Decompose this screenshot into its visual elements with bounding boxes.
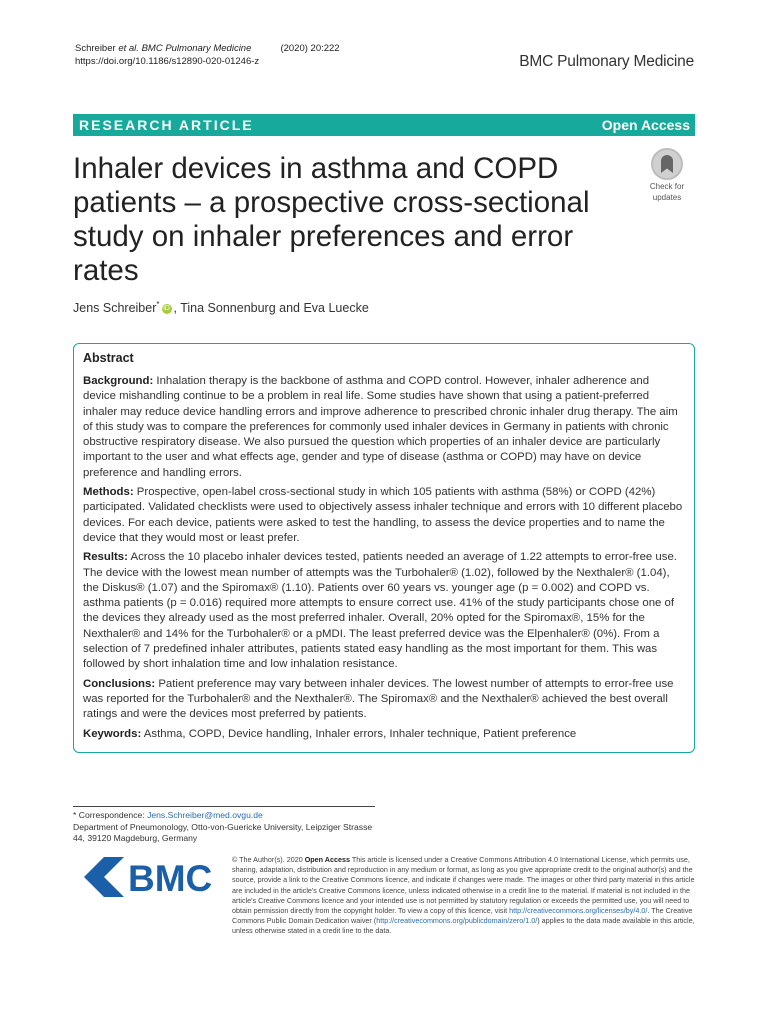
license-open-access: Open Access	[304, 855, 350, 864]
doi-link[interactable]: https://doi.org/10.1186/s12890-020-01246-z	[75, 56, 260, 67]
citation-etal: et al.	[118, 43, 139, 54]
results-text: Across the 10 placebo inhaler devices tested, patients needed an average of 1.22 attempts to error-free use. The device with the lowest mean number of attempts was the Turbohaler® (1.02), followed by the Nexthaler® (1.04), the Diskus® (1.07) and the Spiromax® (1.10). Patients over 60 years vs. younger age (p = 0.002) and COPD vs. asthma patients (p = 0.016) required more attempts to ensure correct use. 41% of the study participants chose one of the devices they already used as the most preferred inhaler. Overall, 20% opted for the Spiromax®, 15% for the Nexthaler® and 14% for the Turbohaler® or a pMDI. The least preferred device was the Elpenhaler® (0%). From a selection of 7 predefined inhaler attributes, patients stated easy handling as the most important for them. This was followed by short inhalation time and low inhalation resistance.	[83, 551, 677, 671]
bmc-logo-mark-top	[84, 857, 124, 877]
license-body: This article is licensed under a Creative Commons Attribution 4.0 International License, which permits use, sharing, adaptation, distribution and reproduction in any medium or format, as long as you give appropriate credit to the original author(s) and the source, provide a link to the Creative Commons licence, and indicate if changes were made. The images or other third party material in this article are included in the article's Creative Commons licence, unless indicated otherwise in a credit line to the material. If material is not included in the article's Creative Commons licence and your intended use is not permitted by statutory regulation or exceeds the permitted use, you will need to obtain permission directly from the copyright holder. To view a copy of this licence, visit	[232, 855, 695, 916]
article-title: Inhaler devices in asthma and COPD patients – a prospective cross-sectional study on inhaler preferences and error rates	[73, 152, 590, 287]
keywords-label: Keywords:	[83, 727, 142, 740]
conclusions-label: Conclusions:	[83, 677, 156, 690]
background-label: Background:	[83, 375, 154, 387]
author-list	[73, 300, 369, 315]
citation-author: Schreiber	[75, 43, 116, 54]
journal-name: BMC Pulmonary Medicine	[519, 53, 694, 70]
abstract-results	[83, 550, 685, 672]
correspondence-note	[73, 810, 373, 845]
license-url-cc-by[interactable]: http://creativecommons.org/licenses/by/4.0/	[509, 906, 648, 916]
citation-header	[75, 42, 340, 68]
author-first[interactable]: Jens Schreiber	[73, 301, 157, 316]
updates-line: updates	[652, 193, 682, 202]
abstract-heading: Abstract	[83, 351, 134, 365]
methods-text: Prospective, open-label cross-sectional study in which 105 patients with asthma (58%) or COPD (42%) participated. Validated checklists were used to objectively assess inhaler technique and errors with 10 different placebo devices. For each device, patients were asked to test the handling, to assess the device properties and to name the device that they would most or least prefer.	[83, 486, 683, 544]
footnote-divider	[73, 806, 375, 807]
open-access-label: Open Access	[601, 117, 690, 133]
abstract-keywords	[83, 727, 685, 742]
license-prefix: © The Author(s). 2020	[232, 855, 303, 864]
results-label: Results:	[83, 551, 128, 564]
abstract-box	[73, 343, 695, 753]
corresponding-marker: *	[156, 300, 160, 309]
citation-journal: BMC Pulmonary Medicine	[141, 43, 252, 54]
license-body-2: . The Creative Commons Public Domain Dedication waiver (	[232, 906, 693, 926]
license-body-3: ) applies to the data made available in this article, unless otherwise stated in a credit line to the data.	[232, 916, 695, 936]
keywords-text: Asthma, COPD, Device handling, Inhaler errors, Inhaler technique, Patient preference	[143, 727, 577, 740]
bookmark-icon	[651, 148, 683, 180]
research-article-label: RESEARCH ARTICLE	[79, 117, 254, 133]
citation-year: (2020) 20:222	[280, 43, 340, 54]
bmc-logo-text: BMC	[128, 858, 213, 897]
article-type-band	[73, 114, 695, 136]
license-text	[232, 855, 698, 937]
correspondence-label: * Correspondence:	[73, 810, 145, 820]
conclusions-text: Patient preference may vary between inhaler devices. The lowest number of attempts to error-free use was reported for the Turbohaler® and the Nexthaler®. The Spiromax® and the Nexthaler® achieved the best overall ratings and were the devices most preferred by patients.	[83, 677, 674, 721]
bmc-logo-mark-bottom	[84, 877, 124, 897]
abstract-background	[83, 374, 685, 481]
methods-label: Methods:	[83, 486, 134, 499]
orcid-icon[interactable]: iD	[163, 304, 170, 312]
abstract-methods	[83, 485, 685, 546]
correspondence-email[interactable]: Jens.Schreiber@med.ovgu.de	[147, 810, 263, 820]
abstract-conclusions	[83, 677, 685, 723]
bmc-logo	[84, 857, 216, 897]
license-url-cc0[interactable]: http://creativecommons.org/publicdomain/zero/1.0/	[376, 916, 538, 926]
check-for-line: Check for	[649, 182, 685, 191]
affiliation-text: Department of Pneumonology, Otto-von-Guericke University, Leipziger Strasse 44, 39120 Magdeburg, Germany	[73, 821, 373, 843]
check-for-updates-badge[interactable]	[640, 148, 694, 200]
author-rest: , Tina Sonnenburg and Eva Luecke	[173, 301, 369, 316]
background-text: Inhalation therapy is the backbone of asthma and COPD control. However, inhaler adherence and device mishandling continue to be a problem in real life. Some studies have shown that using a patient-preferred inhaler may reduce device handling errors and improve adherence to prescribed chronic inhaler drug therapy. The aim of this study was to compare the preferences for commonly used inhaler devices in Germany in patients with chronic obstructive respiratory disease. We also pursued the question which properties of an inhaler device are particularly important to the user and what effects age, gender and type of disease (asthma or COPD) may have on device preference and handling errors.	[83, 375, 678, 479]
